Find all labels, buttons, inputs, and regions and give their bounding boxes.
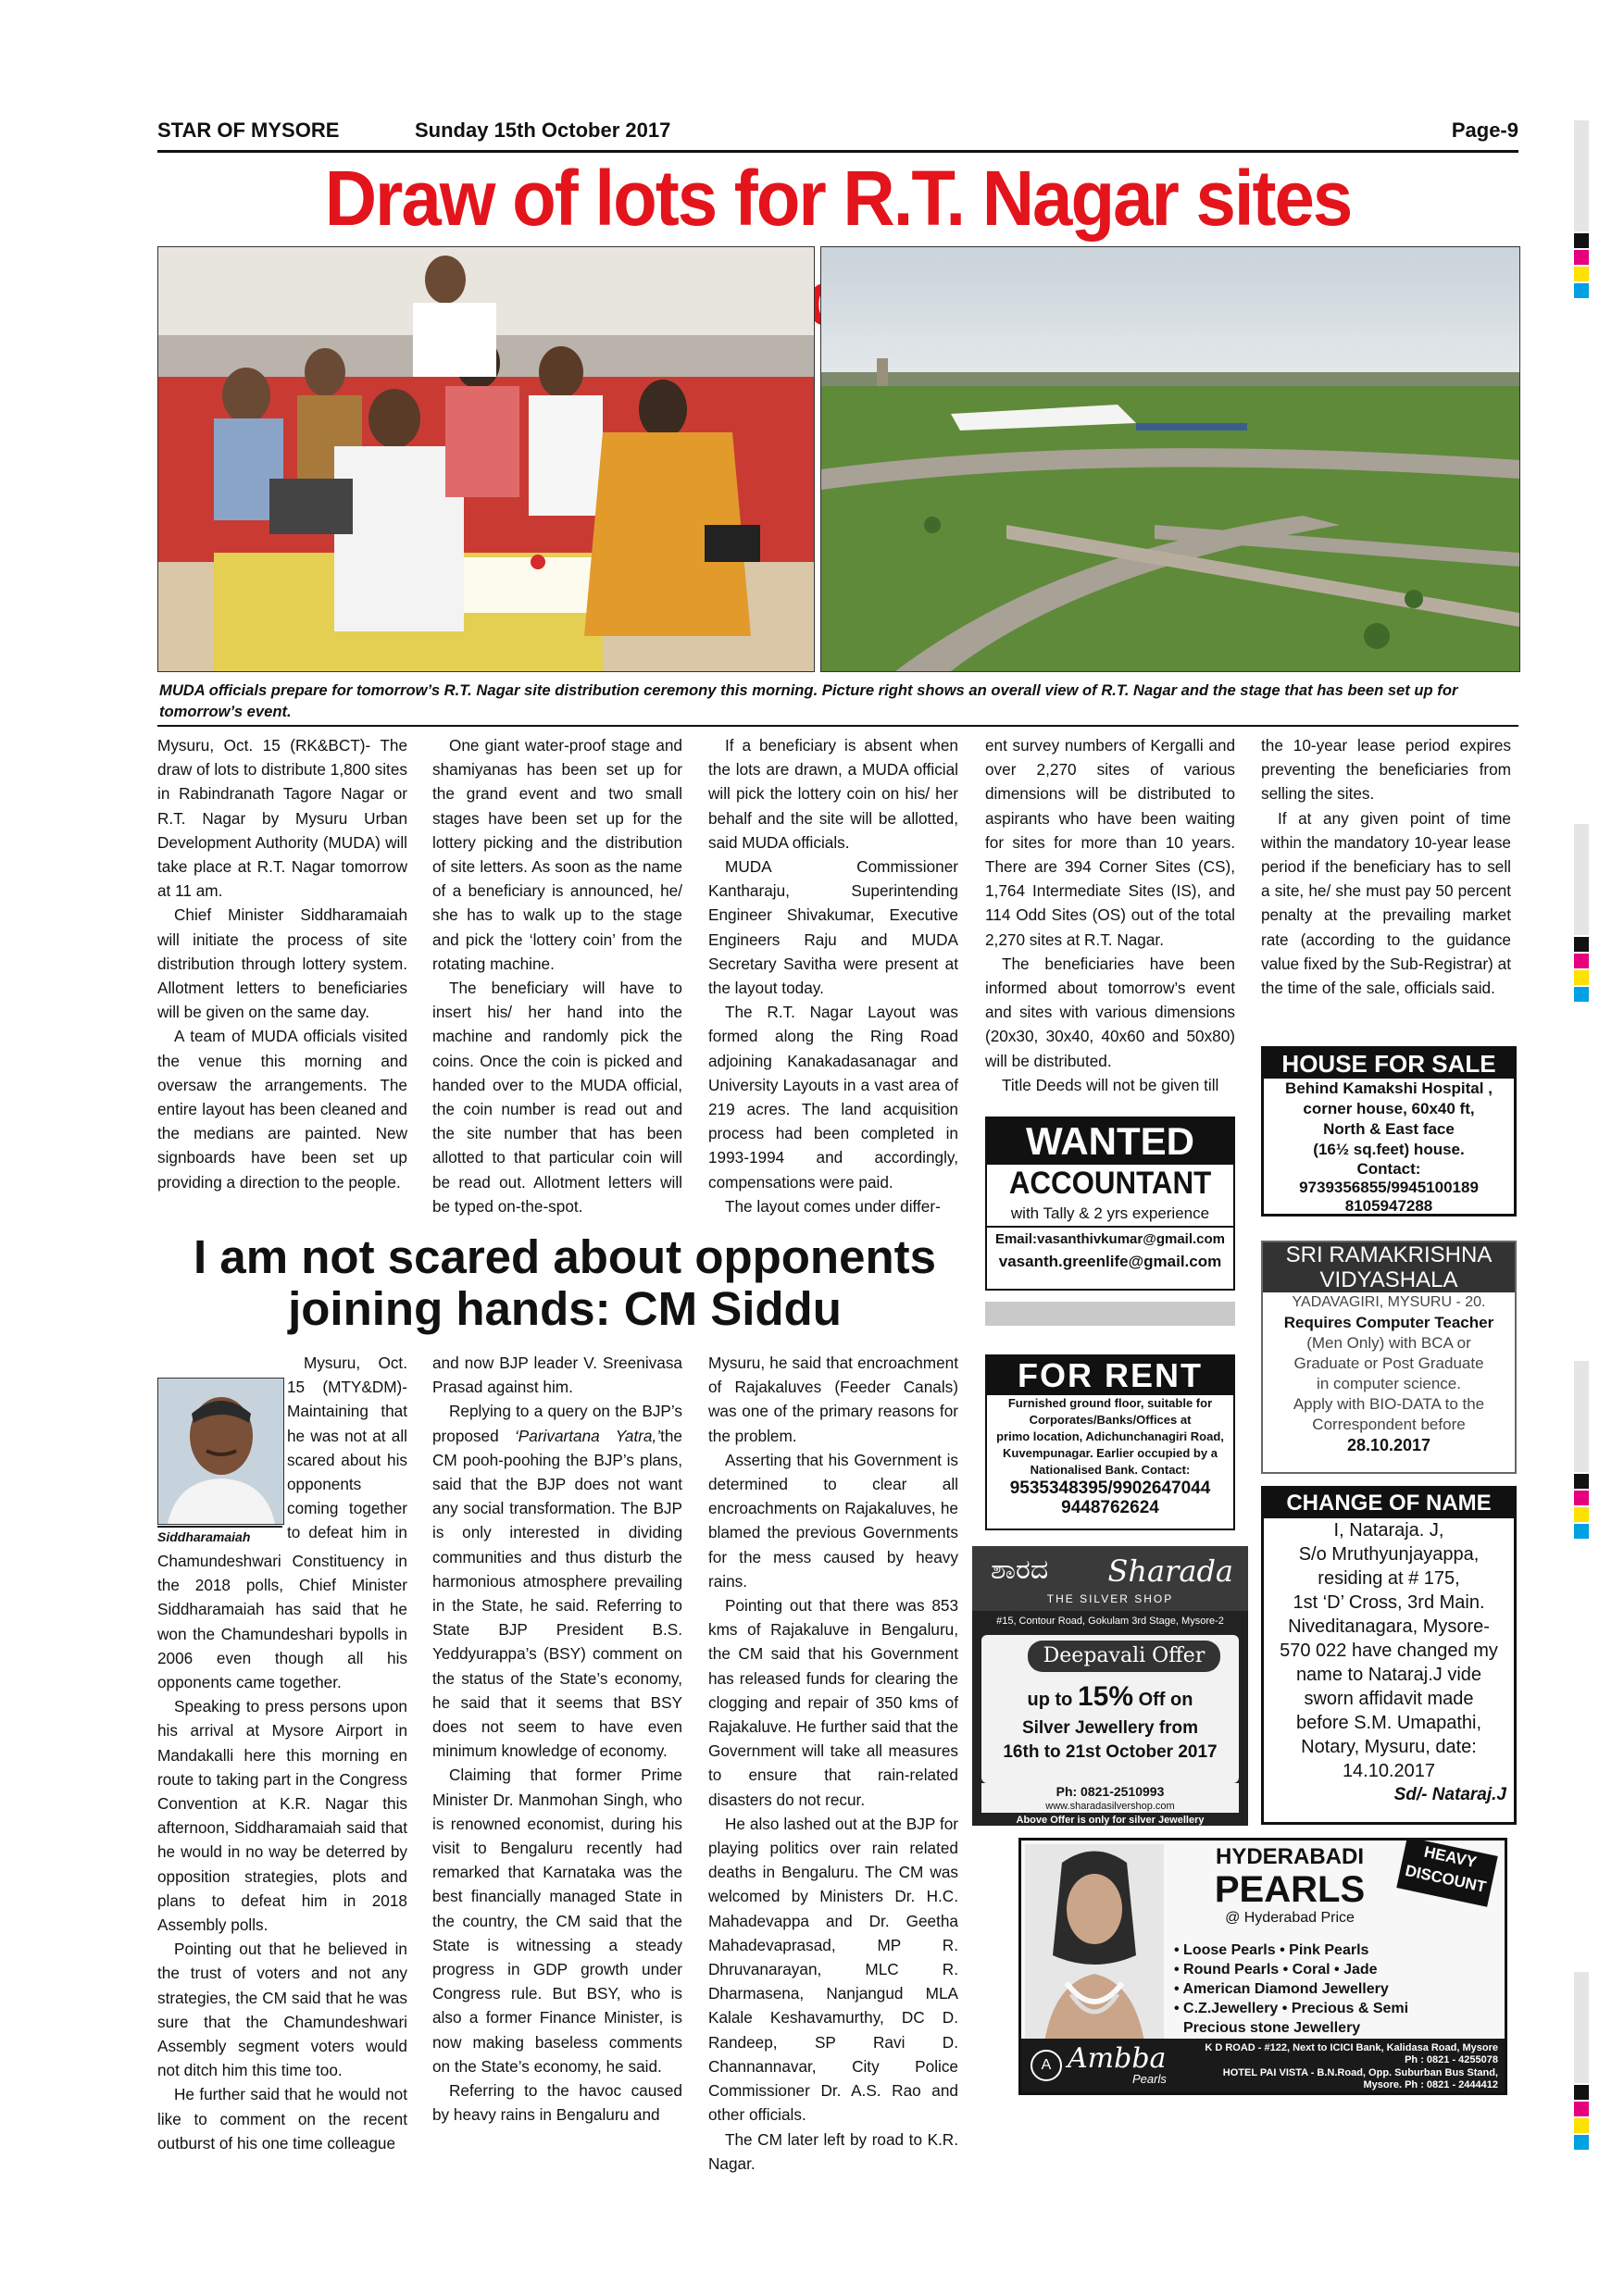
ad-school-line: Correspondent before	[1312, 1416, 1466, 1433]
ad-name-line: Niveditanagara, Mysore-	[1288, 1616, 1490, 1637]
ad-house-line: North & East face	[1323, 1120, 1455, 1138]
paragraph: MUDA Commissioner Kantharaju, Superintending Engineer Shivakumar, Executive Engineers Raju and MUDA Secretary Savitha were present at the layout today.	[708, 857, 958, 998]
ad-name-signature: Sd/- Nataraj.J	[1393, 1785, 1506, 1804]
ad-school-line: (Men Only) with BCA or	[1306, 1334, 1471, 1352]
ad-house-phone: 8105947288	[1344, 1197, 1433, 1215]
issue-date: Sunday 15th October 2017	[415, 119, 671, 142]
ad-name-line: residing at # 175,	[1318, 1568, 1460, 1589]
paragraph: Mysuru, he said that encroachment of Rajakaluves (Feeder Canals) was one of the primary reasons for the problem.	[708, 1354, 958, 1445]
ad-sharada-silver	[972, 1546, 1248, 1826]
registration-black	[1574, 233, 1589, 248]
text-run: the CM pooh-poohing the BJP’s plans, said that the BJP does not want any social transformation. The BJP is only interested in dividing communities and thus disturb the harmonious atmosphere prevailing in the State, he said. Referring to State BJP President B.S. Yeddyurappa’s (BSY) comment on the status of the State’s economy, he said that it seems that BSY does not seem to have even minimum knowledge of economy.	[432, 1426, 682, 1761]
ad-school-line: Requires Computer Teacher	[1283, 1314, 1494, 1331]
ad-house-line: (16½ sq.feet) house.	[1313, 1141, 1465, 1158]
paragraph: Pointing out that there was 853 kms of Rajakaluve in Bengaluru, the CM said that his Government has released funds for clearing the clogging and repair of 350 kms of Rajakaluve. He further said that the Government will take all measures to ensure that rain-related disasters do not recur.	[708, 1596, 958, 1809]
story1-column-3	[708, 733, 958, 1218]
registration-black	[1574, 937, 1589, 952]
sharada-note: Above Offer is only for silver Jewellery	[1016, 1815, 1205, 1826]
ad-wanted-email-1[interactable]: Email:vasanthivkumar@gmail.com	[994, 1231, 1226, 1247]
page-number: Page-9	[1451, 119, 1518, 142]
registration-black	[1574, 2085, 1589, 2100]
pearls-title-1: HYDERABADI	[1215, 1844, 1364, 1869]
photo-caption: MUDA officials prepare for tomorrow’s R.T. Nagar site distribution ceremony this morning. Picture right shows an overall view of R.T. Nagar and the stage that has been set up for tomorrow’s event.	[159, 681, 1458, 720]
ad-wanted-accountant	[985, 1117, 1235, 1291]
ad-school-date: 28.10.2017	[1346, 1436, 1431, 1454]
text-run: Replying to a query on the BJP’s proposed	[432, 1402, 682, 1445]
registration-bar	[1574, 120, 1589, 231]
pearls-item: • C.Z.Jewellery • Precious & Semi	[1174, 2001, 1409, 2016]
portrait-caption: Siddharamaiah	[157, 1526, 282, 1544]
ad-for-rent	[985, 1354, 1235, 1530]
registration-magenta	[1574, 250, 1589, 265]
ad-vidyashala	[1261, 1241, 1517, 1474]
paragraph: Mysuru, Oct. 15 (RK&BCT)- The draw of lots to distribute 1,800 sites in Rabindranath Tagore Nagar or R.T. Nagar by Mysuru Urban Development Authority (MUDA) will take place at R.T. Nagar tomorrow at 11 am.	[157, 736, 407, 901]
pearls-address-2: HOTEL PAI VISTA - B.N.Road, Opp. Suburban Bus Stand, Mysore. Ph : 0821 - 2444412	[1222, 2067, 1498, 2090]
sharada-header	[972, 1546, 1248, 1611]
ad-house-title: HOUSE FOR SALE	[1264, 1049, 1514, 1079]
ad-hyderabadi-pearls	[1018, 1838, 1507, 2095]
pearls-item: Precious stone Jewellery	[1183, 2020, 1361, 2036]
ad-school-line: Graduate or Post Graduate	[1293, 1354, 1484, 1372]
story2-column-2	[432, 1351, 682, 2128]
ad-school-title-2: VIDYASHALA	[1263, 1268, 1515, 1292]
paragraph: The beneficiaries have been informed about tomorrow’s event and sites with various dimensions (20x30, 30x40, 40x60 and 50x80) will be distributed.	[985, 954, 1235, 1070]
ad-accountant-title: ACCOUNTANT	[1008, 1166, 1212, 1201]
registration-cyan	[1574, 1524, 1589, 1539]
paragraph: the 10-year lease period expires preventing the beneficiaries from selling the sites.	[1261, 736, 1511, 804]
registration-yellow	[1574, 2118, 1589, 2133]
headline-cm-siddu: I am not scared about opponents joining hands: CM Siddu	[194, 1230, 936, 1335]
pearls-sub: @ Hyderabad Price	[1225, 1910, 1355, 1926]
sharada-discount-line	[981, 1683, 1239, 1714]
ambba-logo-icon: A	[1031, 2050, 1062, 2081]
paragraph: and now BJP leader V. Sreenivasa Prasad against him.	[432, 1354, 682, 1397]
paragraph: The CM later left by road to K.R. Nagar.	[708, 2129, 958, 2173]
story1-column-5	[1261, 733, 1511, 1000]
model-illustration	[1025, 1844, 1164, 2048]
paragraph: If a beneficiary is absent when the lots are drawn, a MUDA official will pick the lottery coin on his/ her behalf and the site will be allotted, said MUDA officials.	[708, 736, 958, 852]
registration-magenta	[1574, 2102, 1589, 2116]
paragraph: Chief Minister Siddharamaiah will initiate the process of site distribution through lottery system. Allotment letters to beneficiaries will be given on the same day.	[157, 905, 407, 1022]
ambba-brand-sub: Pearls	[1132, 2072, 1167, 2086]
paragraph: Speaking to press persons upon his arrival at Mysore Airport in Mandakalli here this morning en route to taking part in the Congress Convention at K.R. Nagar this afternoon, Siddharamaiah said that he would in no way be deterred by opposition strategies, plots and plans to defeat him in 2018 Assembly polls.	[157, 1697, 407, 1935]
sharada-offer-panel	[981, 1635, 1239, 1783]
registration-cyan	[1574, 2135, 1589, 2150]
sharada-upto: up to	[1027, 1690, 1073, 1710]
registration-yellow	[1574, 970, 1589, 985]
story1-column-4	[985, 733, 1235, 1097]
story1-column-2	[432, 733, 682, 1218]
pearls-item: • Loose Pearls • Pink Pearls	[1174, 1942, 1369, 1958]
ad-rent-title: FOR RENT	[987, 1356, 1233, 1395]
paragraph: The R.T. Nagar Layout was formed along the Ring Road adjoining Kanakadasanagar and University Layouts in a vast area of 219 acres. The land acquisition process had been completed in 1993-1994 and accordingly, compensations were paid.	[708, 1003, 958, 1192]
caption-rule	[157, 725, 1518, 727]
sharada-pct: 15%	[1077, 1681, 1134, 1712]
italic-text: ‘Parivartana Yatra,’	[514, 1426, 661, 1445]
pearls-items	[1174, 1940, 1498, 2038]
registration-black	[1574, 1474, 1589, 1489]
sharada-address: #15, Contour Road, Gokulam 3rd Stage, Mysore-2	[996, 1616, 1224, 1627]
paragraph: If at any given point of time within the mandatory 10-year lease period if the beneficiary has to sell a site, he/ she must pay 50 percent penalty at the prevailing market rate (according to the guidance value fixed by the Sub-Registrar) at the time of the sale, officials said.	[1261, 808, 1511, 998]
officials-photo-illustration	[158, 247, 814, 671]
ad-house-line: Contact:	[1356, 1160, 1421, 1178]
sharada-name: Sharada	[1107, 1554, 1233, 1589]
portrait-wrap-space	[157, 1351, 287, 1549]
story2-column-3	[708, 1351, 958, 2176]
ad-rent-phone-2: 9448762624	[1061, 1498, 1159, 1517]
story2-column-1	[157, 1351, 407, 2155]
paragraph: The layout comes under differ-	[725, 1196, 941, 1216]
pearls-badge: HEAVY DISCOUNT	[1396, 1838, 1497, 1907]
paragraph	[432, 1399, 682, 1763]
ad-rent-line: Kuvempunagar. Earlier occupied by a	[1003, 1446, 1218, 1460]
ad-name-line: 570 022 have changed my	[1280, 1641, 1498, 1661]
ad-rent-line: Corporates/Banks/Offices at	[1029, 1413, 1192, 1427]
paragraph: Pointing out that he believed in the trust of voters and not any strategies, the CM said that he was sure that the Chamundeshwari Assembly segment voters would not ditch him this time too.	[157, 1940, 407, 2080]
paragraph: Asserting that his Government is determined to clear all encroachments on Rajakaluves, he blamed the previous Governments for the mess caused by heavy rains.	[708, 1450, 958, 1591]
paragraph: He further said that he would not like to comment on the recent outburst of his one time colleague	[157, 2085, 407, 2152]
sharada-line-1: Silver Jewellery from	[1021, 1718, 1199, 1738]
paragraph: One giant water-proof stage and shamiyanas has been set up for the grand event and two small stages have been set up for the lottery picking and the distribution of site letters. As soon as the name of a beneficiary is announced, he/ she has to walk up to the stage and pick the ‘lottery coin’ from the rotating machine.	[432, 736, 682, 973]
ad-name-line: before S.M. Umapathi,	[1295, 1713, 1482, 1733]
ad-name-line: 1st ‘D’ Cross, 3rd Main.	[1293, 1592, 1485, 1613]
ad-name-line: I, Nataraja. J,	[1333, 1520, 1444, 1541]
registration-yellow	[1574, 1507, 1589, 1522]
ad-rent-phone-1: 9535348395/9902647044	[1009, 1479, 1211, 1498]
ad-house-phone: 9739356855/9945100189	[1299, 1179, 1479, 1196]
ad-name-line: Notary, Mysuru, date:	[1301, 1737, 1477, 1757]
ad-change-of-name	[1261, 1486, 1517, 1825]
registration-bar	[1574, 1361, 1589, 1472]
pearls-footer	[1021, 2039, 1505, 2092]
ad-name-line: S/o Mruthyunjayappa,	[1298, 1544, 1480, 1565]
ad-school-line: Apply with BIO-DATA to the	[1293, 1395, 1485, 1413]
sharada-sub: THE SILVER SHOP	[1046, 1592, 1174, 1605]
registration-bar	[1574, 824, 1589, 935]
ad-rent-line: Furnished ground floor, suitable for	[1007, 1396, 1213, 1410]
ad-name-line: 14.10.2017	[1342, 1761, 1436, 1781]
photo-rt-nagar-aerial	[820, 246, 1520, 672]
ad-house-for-sale	[1261, 1046, 1517, 1217]
ambba-brand: Ambba	[1068, 2042, 1167, 2075]
paragraph: Claiming that former Prime Minister Dr. Manmohan Singh, who is renowned economist, during his visit to Bengaluru recently had remarked that Karnataka was the best financially managed State in the country, the CM said that the State is witnessing a steady progress in GDP growth under Congress rule. But BSY, who is also a former Finance Minister, is now making baseless comments on the State’s economy, he said.	[432, 1766, 682, 2076]
ad-name-title: CHANGE OF NAME	[1264, 1489, 1514, 1518]
ad-wanted-title: WANTED	[987, 1118, 1233, 1165]
registration-cyan	[1574, 987, 1589, 1002]
ad-rent-line: Nationalised Bank. Contact:	[1030, 1463, 1191, 1477]
ad-wanted-sub: with Tally & 2 yrs experience	[987, 1202, 1233, 1228]
pearls-title-block	[1169, 1844, 1410, 1928]
registration-bar	[1574, 1972, 1589, 2083]
registration-magenta	[1574, 954, 1589, 968]
ad-name-line: sworn affidavit made	[1304, 1689, 1474, 1709]
publication-name: STAR OF MYSORE	[157, 119, 340, 142]
photo-muda-officials	[157, 246, 815, 672]
aerial-photo-illustration	[821, 247, 1519, 671]
ad-school-line: in computer science.	[1317, 1375, 1461, 1392]
registration-magenta	[1574, 1491, 1589, 1505]
paragraph: The beneficiary will have to insert his/ her hand into the machine and randomly pick the coins. Once the coin is picked and handed over to the MUDA official, the coin number is read out and the site number that has been allotted to that particular coin will be read out. Allotment letters will be typed on-the-spot.	[432, 979, 682, 1216]
pearls-item: • American Diamond Jewellery	[1174, 1981, 1389, 1997]
ad-house-line: corner house, 60x40 ft,	[1303, 1100, 1475, 1117]
paragraph: Referring to the havoc caused by heavy rains in Bengaluru and	[432, 2081, 682, 2125]
paragraph: Title Deeds will not be given till	[1002, 1075, 1219, 1094]
pearls-item: • Round Pearls • Coral • Jade	[1174, 1962, 1378, 1978]
ad-house-line: Behind Kamakshi Hospital ,	[1285, 1079, 1493, 1097]
sharada-off: Off on	[1138, 1690, 1193, 1710]
sharada-phone: Ph: 0821-2510993	[981, 1783, 1239, 1800]
sharada-line-2: 16th to 21st October 2017	[1003, 1742, 1218, 1762]
sharada-offer-title: Deepavali Offer	[1028, 1641, 1220, 1672]
grey-divider	[985, 1302, 1235, 1326]
story1-column-1	[157, 733, 407, 1194]
paragraph: He also lashed out at the BJP for playing politics over rain related deaths in Bengaluru. The CM was welcomed by Ministers Dr. H.C. Mahadevappa and Dr. Geetha Mahadevaprasad, MP R. Dhruvanarayan, MLC R. Dharmasena, Nanjangud MLA Kalale Keshavamurthy, DC D. Randeep, SP Ravi D. Channannavar, City Police Commissioner Dr. A.S. Rao and other officials.	[708, 1814, 958, 2125]
ad-name-line: name to Nataraj.J vide	[1295, 1665, 1482, 1685]
ad-school-line: YADAVAGIRI, MYSURU - 20.	[1292, 1294, 1486, 1310]
ad-wanted-email-2[interactable]: vasanth.greenlife@gmail.com	[998, 1253, 1222, 1270]
registration-cyan	[1574, 283, 1589, 298]
ad-school-title-1: SRI RAMAKRISHNA	[1263, 1242, 1515, 1268]
masthead	[157, 119, 1518, 146]
registration-yellow	[1574, 267, 1589, 281]
pearls-title-2: PEARLS	[1214, 1869, 1366, 1910]
paragraph: ent survey numbers of Kergalli and over 2,270 sites of various dimensions will be distributed to aspirants who have been waiting for sites for more than 10 years. There are 394 Corner Sites (CS), 1,764 Intermediate Sites (IS), and 114 Odd Sites (OS) out of the total 2,270 sites at R.T. Nagar.	[985, 736, 1235, 949]
headline-rt-nagar: Draw of lots for R.T. Nagar sites	[324, 154, 1352, 243]
paragraph: Mysuru, Oct. 15 (MTY&DM)- Maintaining that he was not at all scared about his opponents coming together to defeat him in Chamundeshwari Constituency in the 2018 polls, Chief Minister Siddharamaiah has said that he won the Chamundeshari bypolls in 2006 even though all his opponents came together.	[157, 1354, 407, 1692]
sharada-web[interactable]: www.sharadasilvershop.com	[981, 1800, 1239, 1813]
pearls-address-1: K D ROAD - #122, Next to ICICI Bank, Kalidasa Road, Mysore Ph : 0821 - 4255078	[1205, 2042, 1498, 2065]
ad-rent-line: primo location, Adichunchanagiri Road,	[996, 1429, 1224, 1443]
sharada-kannada-name: ಶಾರದ	[991, 1554, 1049, 1586]
paragraph: A team of MUDA officials visited the venue this morning and oversaw the arrangements. The entire layout has been cleaned and the medians are painted. New signboards have been set up providing a direction to the people.	[157, 1027, 407, 1192]
